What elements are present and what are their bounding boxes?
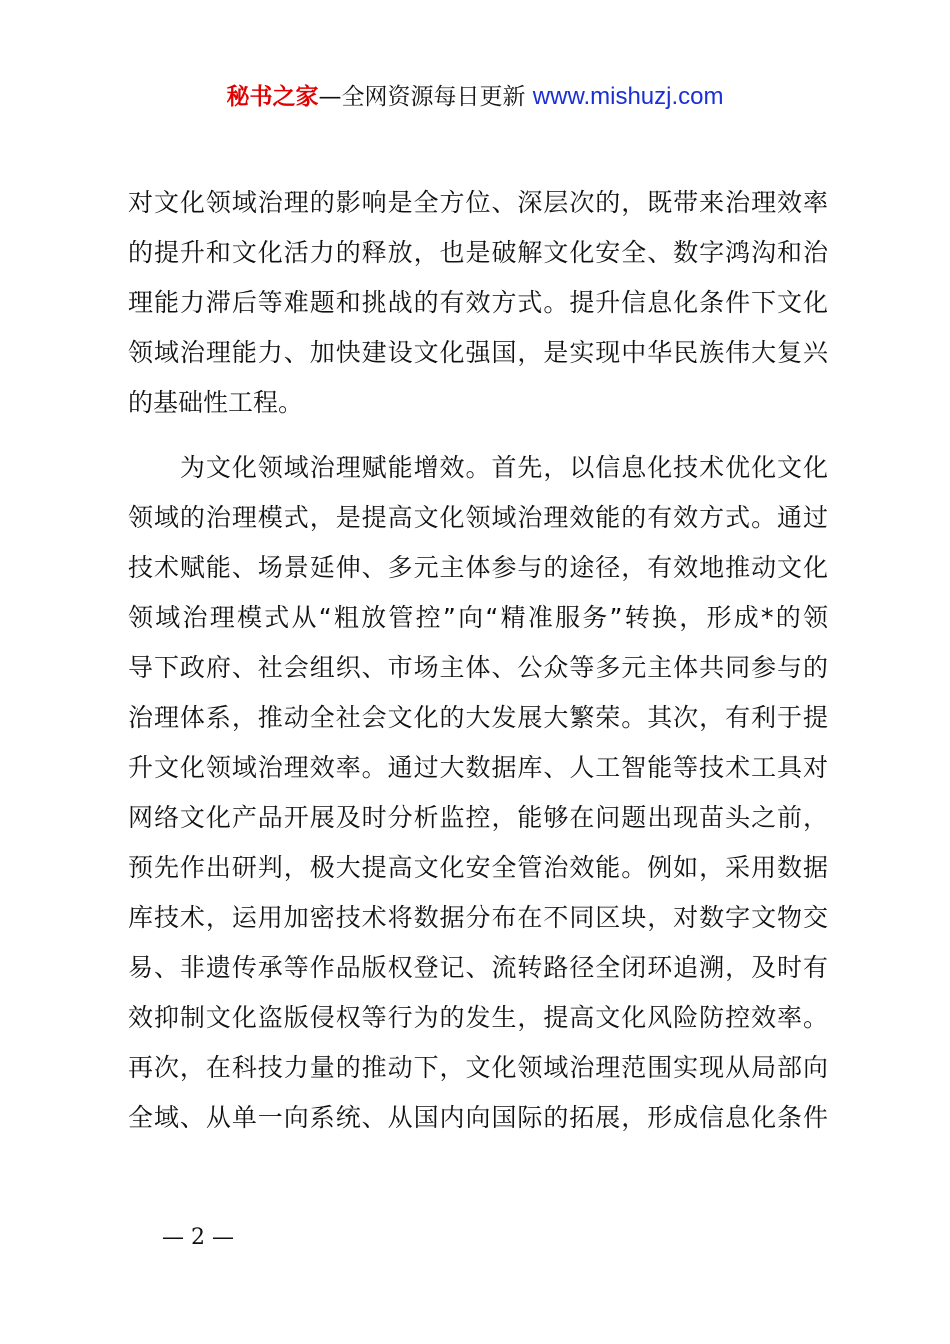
text-line: 网络文化产品开展及时分析监控，能够在问题出现苗头之前， [128, 803, 828, 832]
page-number: — 2 — [162, 1225, 234, 1250]
paragraph-spacer [128, 428, 828, 443]
header-tagline: —全网资源每日更新 [318, 84, 526, 110]
text-line: 治理体系，推动全社会文化的大发展大繁荣。其次，有利于提 [128, 703, 828, 732]
text-line: 技术赋能、场景延伸、多元主体参与的途径，有效地推动文化 [128, 553, 828, 582]
text-line: 理能力滞后等难题和挑战的有效方式。提升信息化条件下文化 [128, 288, 828, 317]
text-line: 为文化领域治理赋能增效。首先，以信息化技术优化文化 [128, 453, 828, 482]
site-header [0, 80, 950, 114]
text-line: 对文化领域治理的影响是全方位、深层次的，既带来治理效率 [128, 188, 828, 217]
text-line: 全域、从单一向系统、从国内向国际的拓展，形成信息化条件 [128, 1103, 828, 1132]
text-line: 再次，在科技力量的推动下，文化领域治理范围实现从局部向 [128, 1053, 828, 1082]
text-line: 易、非遗传承等作品版权登记、流转路径全闭环追溯，及时有 [128, 953, 828, 982]
text-line: 升文化领域治理效率。通过大数据库、人工智能等技术工具对 [128, 753, 828, 782]
brand-name: 秘书之家 [226, 84, 319, 110]
text-line: 导下政府、社会组织、市场主体、公众等多元主体共同参与的 [128, 653, 828, 682]
text-line: 的提升和文化活力的释放，也是破解文化安全、数字鸿沟和治 [128, 238, 828, 267]
text-line: 效抑制文化盗版侵权等行为的发生，提高文化风险防控效率。 [128, 1003, 828, 1032]
paragraph-2 [128, 443, 828, 1143]
text-line: 预先作出研判，极大提高文化安全管治效能。例如，采用数据 [128, 853, 828, 882]
text-line: 的基础性工程。 [128, 388, 304, 417]
site-url-link[interactable]: www.mishuzj.com [532, 83, 724, 110]
text-line: 库技术，运用加密技术将数据分布在不同区块，对数字文物交 [128, 903, 828, 932]
paragraph-1 [128, 178, 828, 428]
text-line: 领域的治理模式，是提高文化领域治理效能的有效方式。通过 [128, 503, 828, 532]
text-line: 领域治理能力、加快建设文化强国，是实现中华民族伟大复兴 [128, 338, 828, 367]
text-line: 领域治理模式从“粗放管控”向“精准服务”转换，形成*的领 [128, 603, 828, 632]
document-body [128, 178, 828, 1143]
